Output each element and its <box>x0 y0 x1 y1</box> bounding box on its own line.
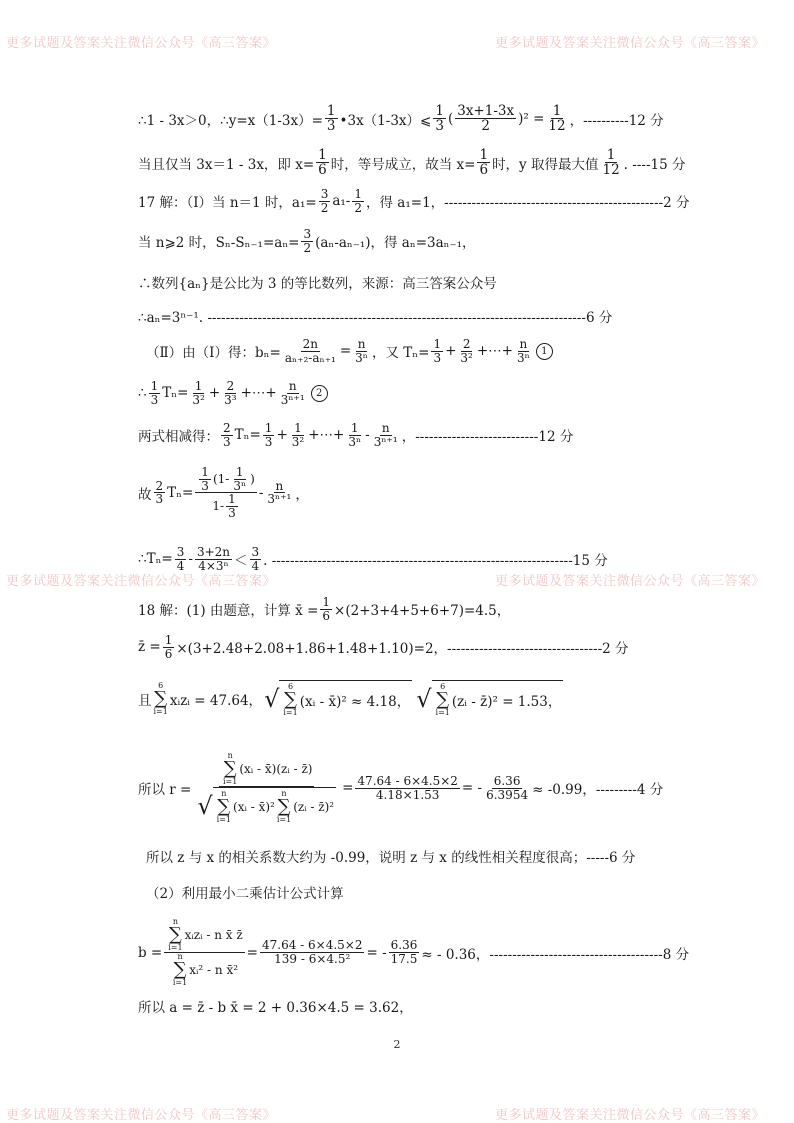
solution-line-6 <box>138 306 612 326</box>
square-root <box>197 787 336 824</box>
fraction <box>283 338 338 364</box>
sigma-symbol: ∑ <box>169 924 182 945</box>
text: 时，等号成立，故当 x= <box>330 156 476 173</box>
fraction <box>433 104 446 133</box>
fraction <box>250 546 262 572</box>
text: + <box>276 427 288 444</box>
score-marker: . ------------------------------------------------------------------15 分 <box>263 553 608 570</box>
fraction <box>265 480 293 506</box>
denominator: 3ⁿ⁺¹ <box>373 434 398 449</box>
text: = <box>342 780 354 796</box>
text: ) <box>250 471 255 486</box>
sigma-symbol: ∑ <box>277 796 291 817</box>
numerator: 1 <box>552 103 562 119</box>
numerator: 3+2n <box>196 545 231 559</box>
text: +⋯+ <box>240 385 277 402</box>
solution-line-8 <box>138 380 328 406</box>
sigma-symbol: ∑ <box>223 758 237 779</box>
fraction <box>154 480 166 506</box>
sum-upper: n <box>221 789 227 798</box>
fraction <box>600 148 621 177</box>
solution-line-19 <box>138 996 413 1016</box>
denominator: 12 <box>548 118 566 135</box>
sum-lower: i=1 <box>223 777 238 786</box>
denominator: 3ⁿ⁺¹ <box>267 492 292 507</box>
fraction <box>190 380 206 406</box>
sum-lower: i=1 <box>276 815 292 824</box>
denominator: 6 <box>479 162 489 179</box>
text: xᵢzᵢ - n x̄ z̄ <box>184 927 243 942</box>
radical-symbol: √ <box>197 791 213 820</box>
score-marker: ，得 a₁=1，------------------------------------------------2 分 <box>366 195 690 212</box>
regression-numerator <box>164 918 244 953</box>
denominator: 3 <box>223 434 231 449</box>
text: （2）利用最小二乘估计公式计算 <box>146 886 344 902</box>
text: - <box>188 551 193 568</box>
text: = <box>339 343 352 360</box>
sum-lower: i=1 <box>153 706 168 716</box>
text: +⋯+ <box>476 343 513 360</box>
text: ， <box>295 486 309 503</box>
summation <box>168 918 182 952</box>
denominator: 3² <box>460 350 473 365</box>
text: 当且仅当 3x＝1 - 3x，即 x= <box>138 156 315 173</box>
text: ∴aₙ=3ⁿ⁻¹. -----------------------------------------------------------------------------------6 分 <box>138 310 613 326</box>
summation <box>277 790 291 824</box>
denominator: 6 <box>164 646 173 661</box>
text: + <box>208 385 221 402</box>
solution-line-13 <box>138 634 629 660</box>
sigma-symbol: ∑ <box>436 689 450 710</box>
solution-line-4 <box>138 228 476 254</box>
sum-lower: i=1 <box>168 943 183 952</box>
fraction <box>163 634 175 660</box>
sum-upper: 6 <box>287 682 294 691</box>
text: (xᵢ - x̄)² <box>233 799 275 814</box>
text: (aₙ-aₙ₋₁)，得 aₙ=3aₙ₋₁， <box>315 235 476 252</box>
denominator: 3ⁿ <box>516 350 530 365</box>
denominator: 3ⁿ <box>348 434 362 449</box>
numerator: 1 <box>350 421 359 435</box>
radicand <box>279 680 412 717</box>
text: 时，y 取得最大值 <box>492 156 599 173</box>
denominator: 2 <box>320 200 329 215</box>
numerator: 2 <box>226 379 235 393</box>
fraction <box>353 338 370 364</box>
sum-upper: 6 <box>158 680 164 690</box>
text: (zᵢ - z̄)² = 1.53， <box>451 694 562 710</box>
square-root <box>264 680 412 717</box>
correlation-fraction <box>193 752 340 824</box>
sigma-symbol: ∑ <box>173 959 187 980</box>
sigma-symbol: ∑ <box>284 689 297 710</box>
score-marker: ≈ - 0.36，--------------------------------------8 分 <box>421 946 690 963</box>
watermark-top-right: 更多试题及答案关注微信公众号《高三答案》 <box>495 36 766 51</box>
numerator: 1 <box>433 337 442 351</box>
compound-denominator <box>210 493 241 519</box>
correlation-denominator <box>193 787 340 824</box>
fraction <box>477 148 490 177</box>
text: •3x（1-3x）⩽ <box>339 112 432 129</box>
text: 故 <box>138 486 152 503</box>
denominator: 3² <box>192 392 205 407</box>
text: (xᵢ - x̄)² ≈ 4.18， <box>299 694 411 710</box>
text: xᵢzᵢ = 47.64， <box>169 692 263 709</box>
text: 且 <box>138 692 152 709</box>
numerator: 1 <box>228 492 236 507</box>
fraction <box>325 104 338 133</box>
denominator: 2 <box>481 118 490 135</box>
text: = <box>246 944 258 961</box>
text: ，又 Tₙ= <box>372 345 430 362</box>
solution-line-1 <box>138 104 664 133</box>
sum-upper: n <box>172 917 178 926</box>
text: 所以 r = <box>138 782 192 798</box>
denominator: 3 <box>201 478 209 493</box>
fraction <box>372 422 400 448</box>
numerator: 3x+1-3x <box>457 103 515 119</box>
fraction <box>355 775 460 801</box>
sum-upper: 6 <box>440 682 446 691</box>
watermark-mid-left: 更多试题及答案关注微信公众号《高三答案》 <box>6 574 277 589</box>
text: Tₙ= <box>167 484 194 501</box>
fraction <box>515 338 532 364</box>
solution-line-5 <box>138 272 497 292</box>
numerator: 1 <box>264 421 273 435</box>
watermark-bottom-left: 更多试题及答案关注微信公众号《高三答案》 <box>6 1108 277 1123</box>
numerator: 1 <box>479 147 489 163</box>
summation <box>436 683 450 717</box>
text: + <box>445 343 457 360</box>
sum-lower: i=1 <box>216 815 232 824</box>
numerator: 2 <box>155 478 164 493</box>
fraction <box>346 422 363 448</box>
sum-upper: n <box>177 952 183 961</box>
radicand <box>432 680 564 717</box>
text: Tₙ= <box>234 427 261 444</box>
denominator: 17.5 <box>390 952 418 966</box>
denominator: 4.18×1.53 <box>375 787 440 802</box>
sum-upper: n <box>281 789 287 798</box>
numerator: 2n <box>302 337 319 351</box>
sigma-symbol: ∑ <box>217 796 231 817</box>
sum-lower: i=1 <box>435 708 450 717</box>
score-marker: . ----15 分 <box>623 156 686 173</box>
fraction <box>279 380 307 406</box>
radical-symbol: √ <box>416 684 432 713</box>
compound-fraction <box>195 466 257 519</box>
score-marker: ≈ -0.99，---------4 分 <box>532 782 664 798</box>
fraction <box>319 188 331 214</box>
fraction <box>546 104 567 133</box>
numerator: 2 <box>223 421 231 435</box>
fraction <box>316 148 329 177</box>
numerator: 1 <box>606 147 616 163</box>
text: +⋯+ <box>308 427 345 444</box>
regression-fraction <box>164 918 244 987</box>
denominator: 4 <box>176 558 185 573</box>
numerator: 1 <box>435 103 444 119</box>
text: 17 解：（Ⅰ）当 n＝1 时，a₁= <box>138 195 317 212</box>
denominator: 6 <box>318 162 327 179</box>
solution-line-12 <box>138 596 510 622</box>
numerator: 2 <box>462 337 471 351</box>
text: (1- <box>212 471 230 486</box>
denominator: 6.3954 <box>486 787 529 802</box>
radicand <box>213 787 336 824</box>
numerator: 1 <box>194 379 203 393</box>
solution-line-9 <box>138 422 573 448</box>
solution-line-7 <box>146 338 553 364</box>
fraction <box>301 228 313 254</box>
denominator: 3³ <box>224 392 237 407</box>
denominator: 3 <box>150 392 159 407</box>
denominator: 139 - 6×4.5² <box>274 952 351 966</box>
score-marker: ，----------12 分 <box>569 112 664 129</box>
fraction <box>263 422 275 448</box>
denominator: 12 <box>602 162 620 179</box>
denominator: aₙ₊₂-aₙ₊₁ <box>284 350 336 365</box>
text: z̄ = <box>138 639 161 656</box>
text: 当 n⩾2 时，Sₙ-Sₙ₋₁=aₙ= <box>138 235 300 252</box>
denominator: 6 <box>322 608 331 623</box>
denominator: 2 <box>354 200 363 215</box>
text: （Ⅱ）由（Ⅰ）得：bₙ= <box>146 345 281 362</box>
solution-line-11 <box>138 546 608 572</box>
text: 1- <box>212 498 225 513</box>
numerator: 1 <box>150 379 159 393</box>
numerator: 1 <box>354 187 363 201</box>
fraction <box>175 546 187 572</box>
watermark-mid-right: 更多试题及答案关注微信公众号《高三答案》 <box>495 574 766 589</box>
fraction <box>320 596 332 622</box>
numerator: 6.36 <box>493 773 521 788</box>
numerator: 47.64 - 6×4.5×2 <box>261 938 363 953</box>
correlation-numerator <box>219 752 314 787</box>
score-marker: ×(3+2.48+2.08+1.86+1.48+1.10)=2，----------------------------------2 分 <box>176 641 629 658</box>
radical-symbol: √ <box>264 684 280 713</box>
denominator: 3 <box>264 434 273 449</box>
score-marker: ，---------------------------12 分 <box>401 429 574 446</box>
numerator: 1 <box>326 103 336 119</box>
text: 18 解：(1) 由题意，计算 x̄ = <box>138 603 319 620</box>
text: a₁- <box>332 193 351 210</box>
summation <box>173 953 187 987</box>
text: 两式相减得： <box>138 429 219 446</box>
text: Tₙ= <box>162 385 189 402</box>
sum-lower: i=1 <box>283 708 298 717</box>
text: ∴数列{aₙ}是公比为 3 的等比数列，来源：高三答案公众号 <box>138 276 497 292</box>
text: ∴Tₙ= <box>138 551 173 568</box>
sum-lower: i=1 <box>172 978 188 987</box>
denominator: 3 <box>228 505 236 520</box>
fraction <box>222 380 238 406</box>
text: ×(2+3+4+5+6+7)=4.5， <box>334 603 511 620</box>
numerator: 1 <box>201 465 209 479</box>
summation <box>223 752 237 786</box>
numerator: 3 <box>303 227 312 241</box>
denominator: 4×3ⁿ <box>198 558 229 573</box>
numerator: 47.64 - 6×4.5×2 <box>357 773 458 788</box>
text: - <box>258 484 264 501</box>
fraction <box>226 493 238 519</box>
fraction <box>195 546 232 572</box>
denominator: 3ⁿ <box>233 478 247 493</box>
numerator: 1 <box>294 421 302 435</box>
fraction <box>458 338 474 364</box>
summation <box>283 683 297 717</box>
fraction <box>389 939 420 965</box>
square-root <box>416 680 563 717</box>
solution-line-18 <box>138 918 689 987</box>
text: b = <box>138 944 163 961</box>
numerator: n <box>275 478 284 493</box>
text: xᵢ² - n x̄² <box>189 962 239 977</box>
denominator: 3 <box>326 118 336 135</box>
solution-line-14 <box>138 680 565 717</box>
solution-line-2 <box>138 148 685 177</box>
denominator: 3ⁿ⁺¹ <box>280 392 305 407</box>
fraction <box>431 338 443 364</box>
fraction <box>149 380 161 406</box>
text: )² = <box>518 110 545 127</box>
numerator: 6.36 <box>390 938 418 953</box>
fraction <box>352 188 364 214</box>
fraction <box>221 422 233 448</box>
solution-line-10 <box>138 466 309 519</box>
numerator: n <box>381 421 390 435</box>
denominator: 3² <box>291 434 305 449</box>
denominator: 3 <box>435 118 444 135</box>
text: - <box>365 427 370 444</box>
text: ∴ <box>138 385 147 402</box>
fraction <box>290 422 306 448</box>
solution-line-15 <box>138 752 663 824</box>
denominator: 3 <box>155 492 164 507</box>
summation <box>154 682 168 716</box>
compound-numerator <box>195 466 257 493</box>
sum-upper: n <box>227 751 233 760</box>
fraction <box>455 104 516 133</box>
denominator: 2 <box>303 240 312 255</box>
numerator: 3 <box>320 187 329 201</box>
fraction <box>199 466 211 492</box>
text: = - <box>366 944 387 961</box>
regression-denominator <box>169 953 240 987</box>
text: 所以 a = z̄ - b x̄ = 2 + 0.36×4.5 = 3.62， <box>138 1000 413 1016</box>
text: ＜ <box>234 553 248 570</box>
text: 所以 z 与 x 的相关系数大约为 -0.99，说明 z 与 x 的线性相关程度很高；-----6 分 <box>146 850 636 866</box>
sigma-symbol: ∑ <box>154 687 168 709</box>
watermark-top-left: 更多试题及答案关注微信公众号《高三答案》 <box>6 36 277 51</box>
denominator: 3 <box>433 350 442 365</box>
text: ( <box>447 110 454 127</box>
solution-line-3 <box>138 188 690 214</box>
solution-line-17 <box>146 882 344 902</box>
solution-line-16 <box>146 846 635 866</box>
fraction <box>231 466 248 492</box>
text: = - <box>461 780 483 796</box>
numerator: n <box>288 379 297 393</box>
circled-number: 2 <box>311 385 328 402</box>
numerator: 1 <box>318 147 327 163</box>
fraction <box>484 775 530 801</box>
watermark-bottom-right: 更多试题及答案关注微信公众号《高三答案》 <box>495 1108 766 1123</box>
denominator: 3ⁿ <box>355 350 368 365</box>
text: (xᵢ - x̄)(zᵢ - z̄) <box>239 761 313 776</box>
numerator: 1 <box>322 595 331 609</box>
numerator: 1 <box>164 633 173 647</box>
circled-number: 1 <box>536 343 553 360</box>
summation <box>217 790 231 824</box>
numerator: n <box>519 337 528 351</box>
text: ∴1 - 3x＞0，∴y=x（1-3x）= <box>138 112 323 129</box>
fraction <box>260 939 365 965</box>
numerator: 1 <box>235 465 244 479</box>
numerator: 3 <box>176 545 185 559</box>
denominator: 4 <box>251 558 260 573</box>
numerator: n <box>357 337 366 351</box>
numerator: 3 <box>251 545 260 559</box>
page-number: 2 <box>393 1038 401 1051</box>
text: (zᵢ - z̄)² <box>293 799 335 814</box>
